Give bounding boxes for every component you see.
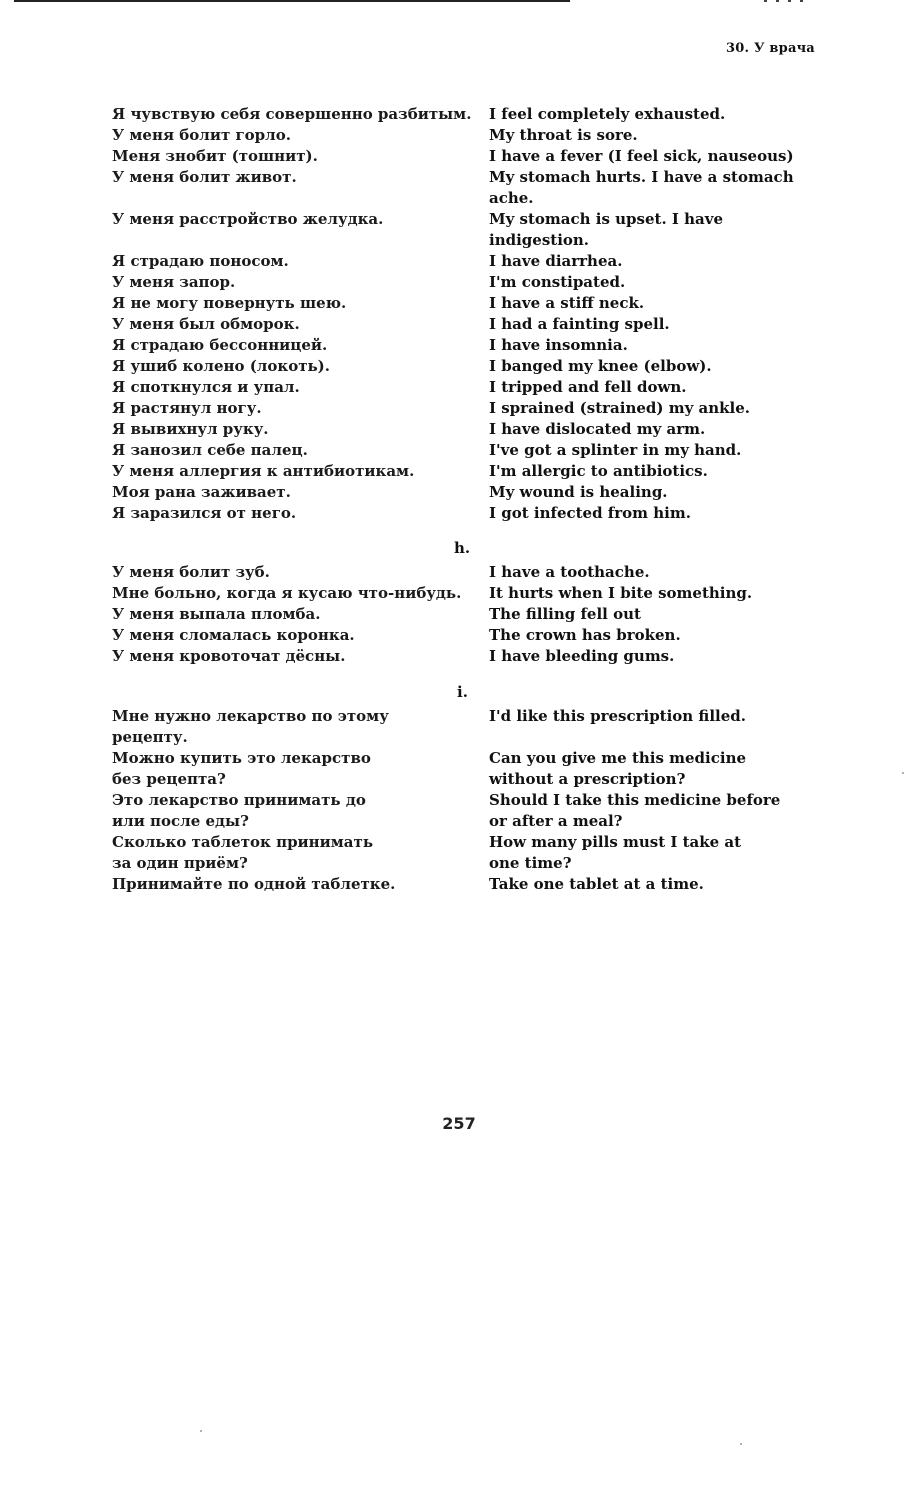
english-phrase: How many pills must I take at (489, 833, 742, 851)
english-phrase: indigestion. (489, 231, 590, 249)
russian-phrase: Принимайте по одной таблетке. (112, 875, 396, 893)
english-phrase: Take one tablet at a time. (489, 875, 704, 893)
russian-phrase: Я споткнулся и упал. (112, 378, 300, 396)
russian-phrase: Я не могу повернуть шею. (112, 294, 347, 312)
russian-phrase: Можно купить это лекарство (112, 749, 371, 767)
top-rule (14, 0, 570, 2)
section-letter-h: h. (454, 539, 471, 557)
russian-phrase: Это лекарство принимать до (112, 791, 366, 809)
english-phrase: I banged my knee (elbow). (489, 357, 712, 375)
english-phrase: without a prescription? (489, 770, 686, 788)
english-phrase: My stomach hurts. I have a stomach (489, 168, 794, 186)
russian-phrase: У меня выпала пломба. (112, 605, 321, 623)
english-phrase: The crown has broken. (489, 626, 681, 644)
russian-phrase: Мне нужно лекарство по этому (112, 707, 389, 725)
russian-phrase: рецепту. (112, 728, 188, 746)
english-phrase: I sprained (strained) my ankle. (489, 399, 750, 417)
english-phrase: or after a meal? (489, 812, 623, 830)
russian-phrase: Сколько таблеток принимать (112, 833, 374, 851)
russian-phrase: Я ушиб колено (локоть). (112, 357, 330, 375)
section-letter-i: i. (457, 683, 468, 701)
russian-phrase: Мне больно, когда я кусаю что-нибудь. (112, 584, 462, 602)
english-phrase: one time? (489, 854, 572, 872)
english-phrase: I have a fever (I feel sick, nauseous) (489, 147, 794, 165)
english-phrase: I have a stiff neck. (489, 294, 645, 312)
english-phrase: I'm allergic to antibiotics. (489, 462, 708, 480)
english-phrase: Can you give me this medicine (489, 749, 747, 767)
russian-phrase: У меня запор. (112, 273, 236, 291)
english-phrase: I have insomnia. (489, 336, 628, 354)
english-phrase: I've got a splinter in my hand. (489, 441, 742, 459)
russian-phrase: Я растянул ногу. (112, 399, 262, 417)
russian-phrase: без рецепта? (112, 770, 226, 788)
english-phrase: I have diarrhea. (489, 252, 623, 270)
english-phrase: I had a fainting spell. (489, 315, 670, 333)
russian-phrase: или после еды? (112, 812, 249, 830)
english-phrase: I have bleeding gums. (489, 647, 675, 665)
scan-speck (902, 772, 904, 774)
russian-phrase: Меня знобит (тошнит). (112, 147, 318, 165)
scan-speck (740, 1443, 742, 1445)
english-phrase: I feel completely exhausted. (489, 105, 726, 123)
russian-phrase: У меня сломалась коронка. (112, 626, 355, 644)
running-head: 30. У врача (726, 41, 815, 56)
russian-phrase: У меня болит зуб. (112, 563, 270, 581)
english-phrase: I got infected from him. (489, 504, 691, 522)
russian-phrase: У меня болит живот. (112, 168, 297, 186)
russian-phrase: У меня аллергия к антибиотикам. (112, 462, 415, 480)
russian-phrase: Я занозил себе палец. (112, 441, 308, 459)
russian-phrase: У меня кровоточат дёсны. (112, 647, 346, 665)
english-phrase: I'd like this prescription filled. (489, 707, 746, 725)
scan-speck (200, 1430, 202, 1432)
page-number: 257 (442, 1114, 476, 1133)
english-phrase: I'm constipated. (489, 273, 626, 291)
russian-phrase: Моя рана заживает. (112, 483, 291, 501)
english-phrase: I have dislocated my arm. (489, 420, 706, 438)
english-phrase: The filling fell out (489, 605, 641, 623)
english-phrase: I have a toothache. (489, 563, 650, 581)
english-phrase: It hurts when I bite something. (489, 584, 753, 602)
russian-phrase: Я страдаю поносом. (112, 252, 289, 270)
english-phrase: ache. (489, 189, 534, 207)
russian-phrase: Я заразился от него. (112, 504, 297, 522)
russian-phrase: Я вывихнул руку. (112, 420, 269, 438)
english-phrase: My stomach is upset. I have (489, 210, 724, 228)
english-phrase: My throat is sore. (489, 126, 638, 144)
russian-phrase: за один приём? (112, 854, 248, 872)
english-phrase: Should I take this medicine before (489, 791, 781, 809)
english-phrase: I tripped and fell down. (489, 378, 687, 396)
top-rule-marks (764, 0, 810, 2)
russian-phrase: Я чувствую себя совершенно разбитым. (112, 105, 472, 123)
russian-phrase: У меня был обморок. (112, 315, 300, 333)
russian-phrase: У меня расстройство желудка. (112, 210, 384, 228)
english-phrase: My wound is healing. (489, 483, 668, 501)
russian-phrase: Я страдаю бессонницей. (112, 336, 328, 354)
russian-phrase: У меня болит горло. (112, 126, 291, 144)
